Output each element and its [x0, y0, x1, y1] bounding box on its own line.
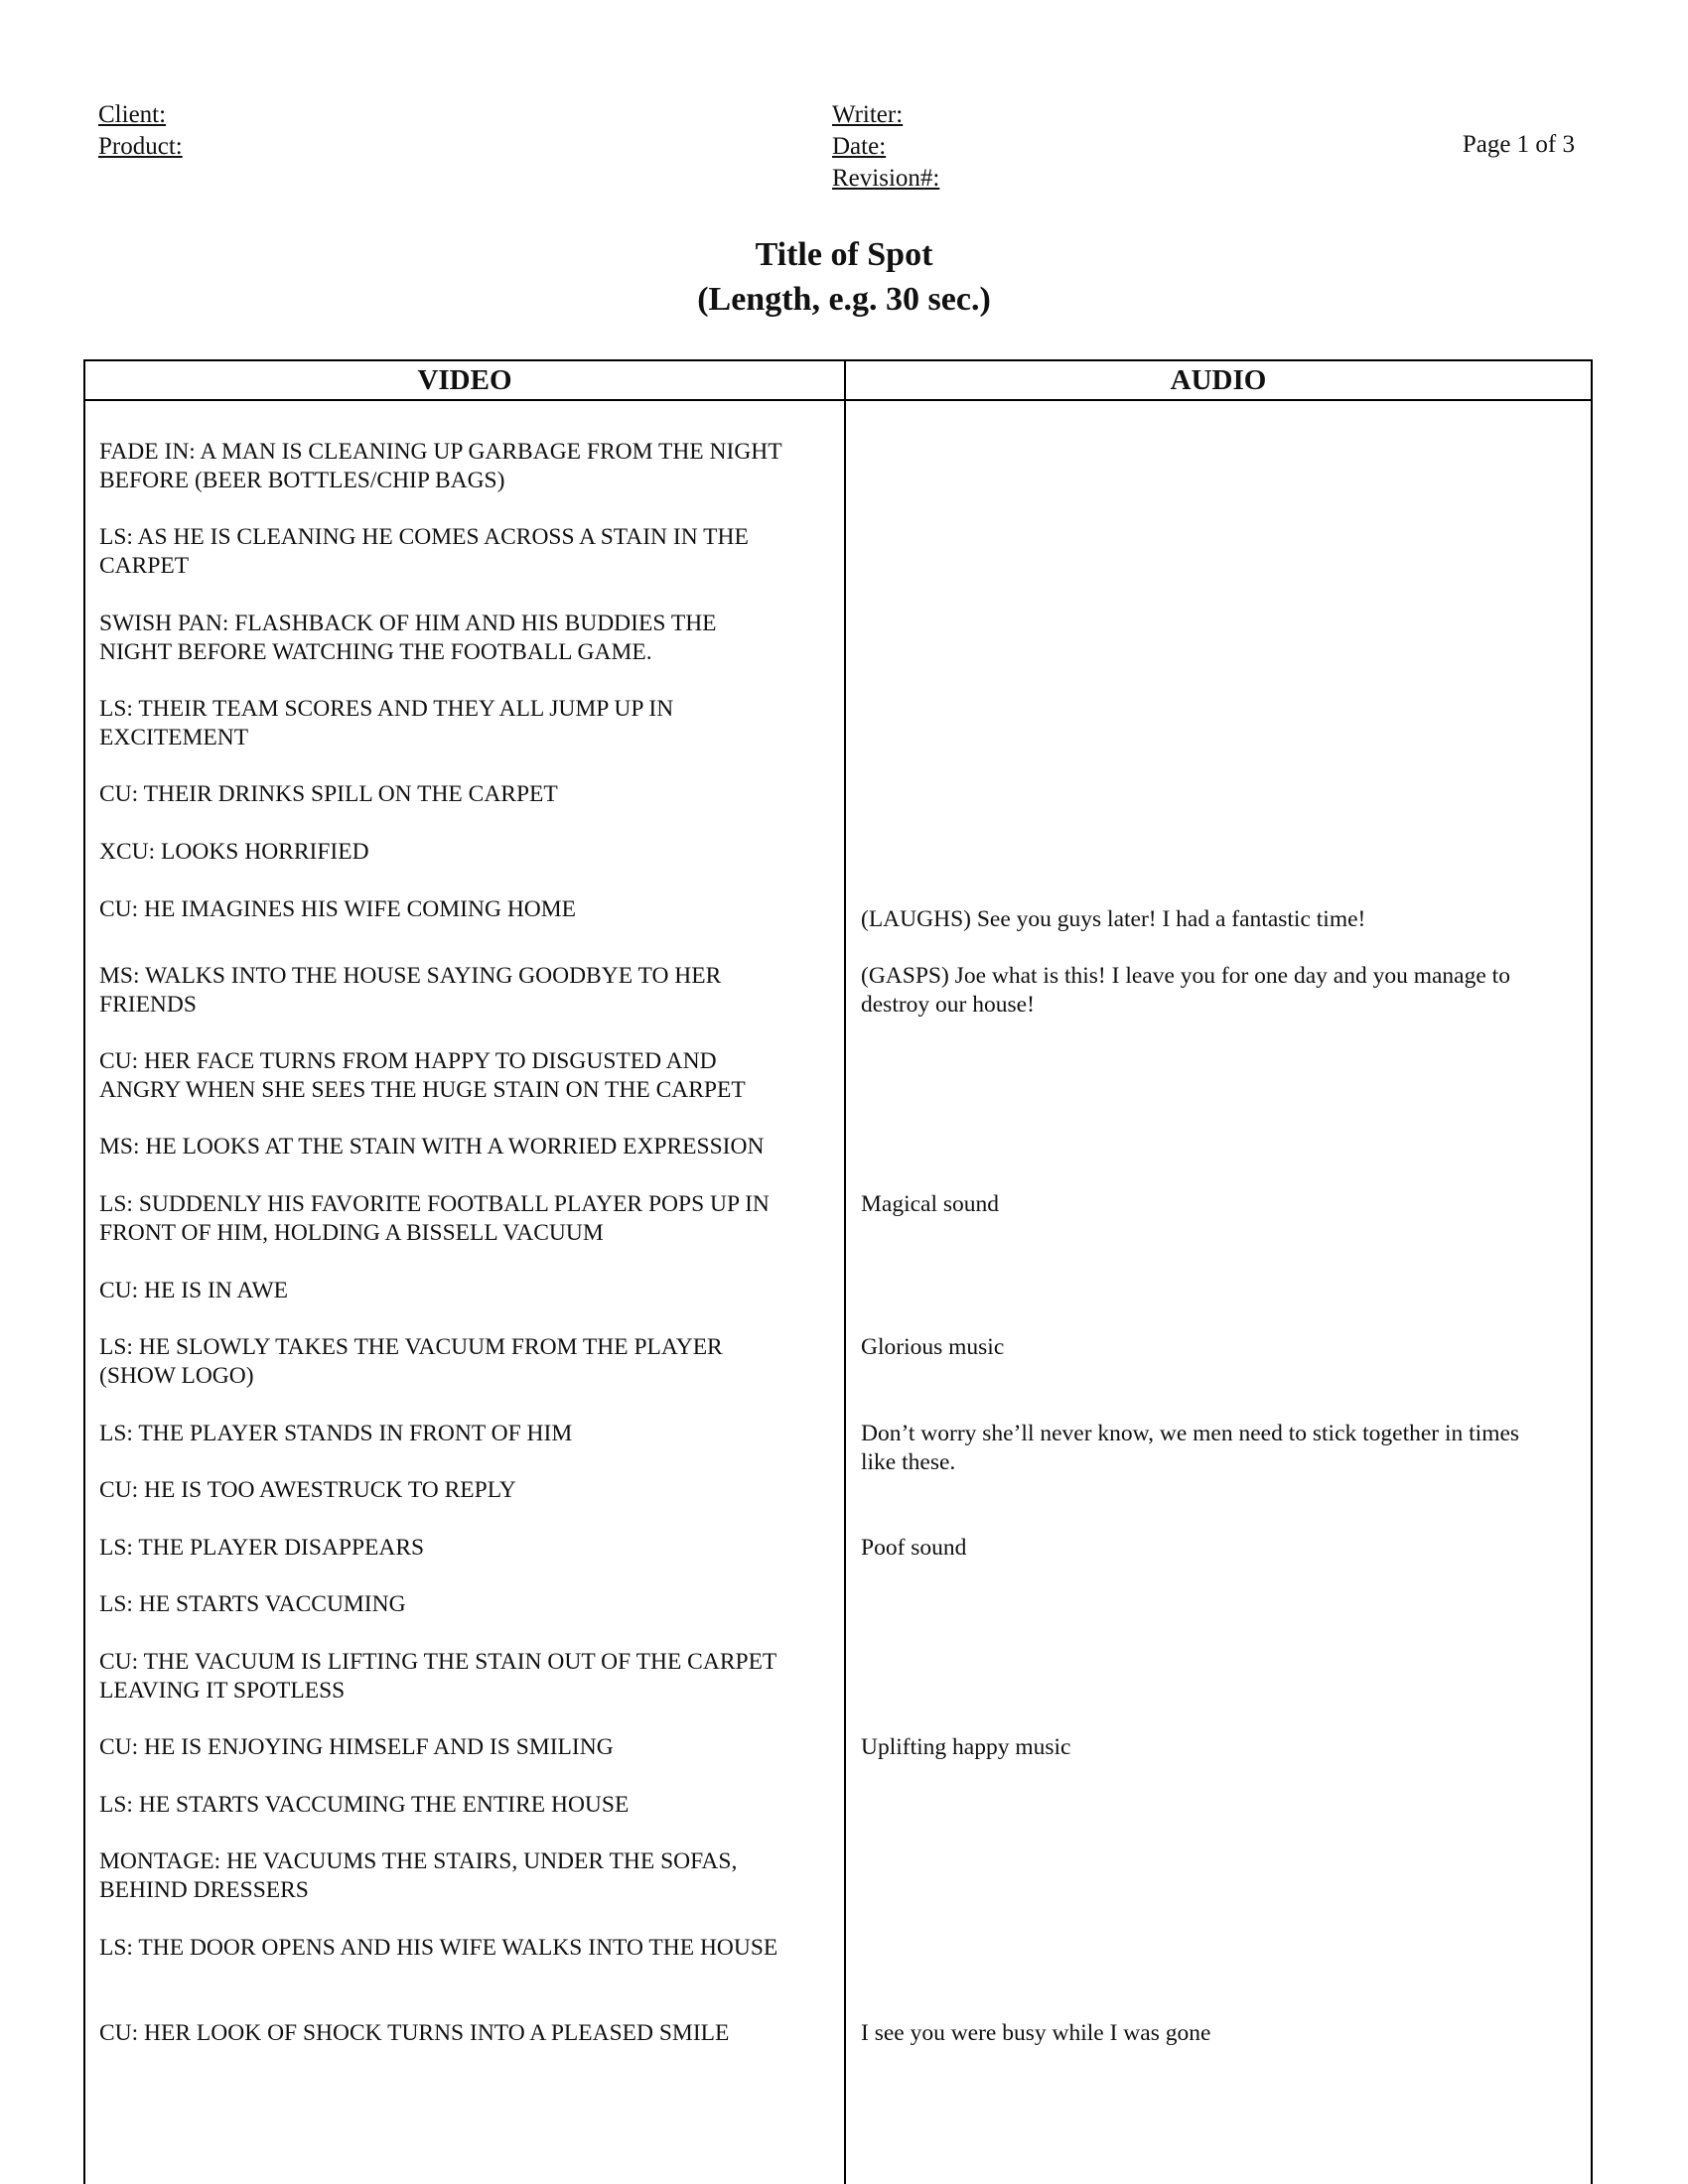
- audio-line: Magical sound: [861, 1191, 1000, 1217]
- video-line: CU: HE IMAGINES HIS WIFE COMING HOME: [99, 896, 577, 922]
- writer-label: Writer:: [832, 101, 904, 128]
- video-line: LS: SUDDENLY HIS FAVORITE FOOTBALL PLAYER POPS UP IN: [99, 1191, 770, 1217]
- audio-line: Don’t worry she’ll never know, we men need to stick together in times: [861, 1421, 1520, 1446]
- video-line: NIGHT BEFORE WATCHING THE FOOTBALL GAME.: [99, 639, 652, 665]
- video-column-header: VIDEO: [417, 364, 512, 396]
- video-line: LS: THE DOOR OPENS AND HIS WIFE WALKS INTO THE HOUSE: [99, 1935, 778, 1961]
- video-line: MS: HE LOOKS AT THE STAIN WITH A WORRIED EXPRESSION: [99, 1134, 765, 1160]
- column-divider: [844, 359, 846, 2184]
- header-divider: [83, 399, 1593, 401]
- audio-line: (GASPS) Joe what is this! I leave you for one day and you manage to: [861, 963, 1510, 989]
- video-line: CARPET: [99, 553, 190, 579]
- audio-line: like these.: [861, 1449, 956, 1475]
- audio-line: Uplifting happy music: [861, 1734, 1071, 1760]
- video-line: LEAVING IT SPOTLESS: [99, 1678, 346, 1704]
- product-label: Product:: [98, 133, 183, 160]
- audio-column-header: AUDIO: [1170, 364, 1267, 396]
- video-line: BEHIND DRESSERS: [99, 1877, 309, 1903]
- video-line: CU: HER LOOK OF SHOCK TURNS INTO A PLEASED SMILE: [99, 2020, 730, 2046]
- video-line: LS: AS HE IS CLEANING HE COMES ACROSS A STAIN IN THE: [99, 524, 749, 550]
- video-line: LS: HE SLOWLY TAKES THE VACUUM FROM THE PLAYER: [99, 1334, 723, 1360]
- audio-line: destroy our house!: [861, 992, 1035, 1018]
- video-line: BEFORE (BEER BOTTLES/CHIP BAGS): [99, 468, 505, 493]
- video-line: XCU: LOOKS HORRIFIED: [99, 839, 369, 865]
- video-line: FRIENDS: [99, 992, 197, 1018]
- revision-label: Revision#:: [832, 165, 940, 192]
- video-line: FRONT OF HIM, HOLDING A BISSELL VACUUM: [99, 1220, 604, 1246]
- header-middle: [832, 99, 939, 195]
- video-line: LS: HE STARTS VACCUMING THE ENTIRE HOUSE: [99, 1792, 630, 1818]
- spot-length: (Length, e.g. 30 sec.): [697, 281, 991, 318]
- video-line: CU: THEIR DRINKS SPILL ON THE CARPET: [99, 781, 558, 807]
- video-line: LS: THE PLAYER STANDS IN FRONT OF HIM: [99, 1421, 573, 1446]
- video-line: MS: WALKS INTO THE HOUSE SAYING GOODBYE TO HER: [99, 963, 722, 989]
- video-line: LS: THE PLAYER DISAPPEARS: [99, 1535, 425, 1561]
- video-line: LS: THEIR TEAM SCORES AND THEY ALL JUMP UP IN: [99, 696, 674, 722]
- page-number: Page 1 of 3: [1462, 131, 1575, 158]
- audio-line: Poof sound: [861, 1535, 967, 1561]
- video-line: EXCITEMENT: [99, 725, 249, 751]
- video-line: CU: HE IS IN AWE: [99, 1278, 289, 1303]
- video-line: SWISH PAN: FLASHBACK OF HIM AND HIS BUDDIES THE: [99, 611, 717, 636]
- audio-line: Glorious music: [861, 1334, 1005, 1360]
- video-line: CU: HER FACE TURNS FROM HAPPY TO DISGUSTED AND: [99, 1048, 717, 1074]
- video-line: MONTAGE: HE VACUUMS THE STAIRS, UNDER THE SOFAS,: [99, 1848, 738, 1874]
- header-left: [98, 99, 183, 163]
- spot-title: Title of Spot: [755, 236, 933, 273]
- video-line: CU: HE IS TOO AWESTRUCK TO REPLY: [99, 1477, 516, 1503]
- date-label: Date:: [832, 133, 887, 160]
- client-label: Client:: [98, 101, 167, 128]
- video-line: CU: THE VACUUM IS LIFTING THE STAIN OUT OF THE CARPET: [99, 1649, 777, 1675]
- video-line: FADE IN: A MAN IS CLEANING UP GARBAGE FROM THE NIGHT: [99, 439, 782, 465]
- video-line: CU: HE IS ENJOYING HIMSELF AND IS SMILING: [99, 1734, 614, 1760]
- audio-line: (LAUGHS) See you guys later! I had a fantastic time!: [861, 906, 1366, 932]
- audio-line: I see you were busy while I was gone: [861, 2020, 1211, 2046]
- video-line: LS: HE STARTS VACCUMING: [99, 1591, 406, 1617]
- video-line: ANGRY WHEN SHE SEES THE HUGE STAIN ON THE CARPET: [99, 1077, 746, 1103]
- video-line: (SHOW LOGO): [99, 1363, 254, 1389]
